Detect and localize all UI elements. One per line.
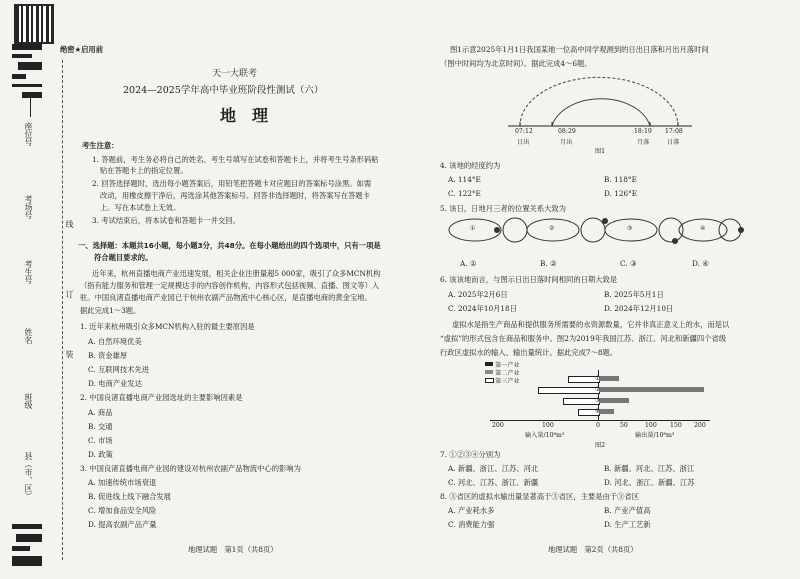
tick-left-200: 200: [492, 422, 504, 429]
q5-option-d[interactable]: D. ④: [692, 259, 709, 268]
category-label-1: ①: [595, 375, 601, 382]
tick-right-150: 150: [670, 422, 682, 429]
q1-option-a[interactable]: A. 自然环境优美: [88, 337, 142, 346]
sunset-label: 日落: [667, 139, 680, 146]
q8-option-a[interactable]: A. 产业耗水多: [448, 506, 495, 515]
q8-option-d[interactable]: D. 生产工艺新: [604, 520, 651, 529]
q6-option-d[interactable]: D. 2024年12月10日: [604, 304, 674, 313]
q3-option-c[interactable]: C. 增加食品安全风险: [88, 506, 157, 515]
q5-option-a[interactable]: A. ①: [460, 259, 477, 268]
notice-line-6: 3. 考试结束后，将本试卷和答题卡一并交回。: [92, 216, 240, 225]
exam-title: 2024—2025学年高中毕业班阶段性测试（六）: [123, 85, 324, 96]
q8-option-b[interactable]: B. 产业产值高: [604, 506, 651, 515]
sun-arc: [520, 77, 678, 126]
intro-right-line-1: 图1示意2025年1月1日我国某地一位高中同学观测到的日出日落和月出月落时间: [450, 45, 709, 54]
q2-option-c[interactable]: C. 市场: [88, 436, 113, 445]
orbit-mark-3: ③: [627, 225, 633, 232]
notice-line-5: 上。写在本试卷上无效。: [100, 203, 181, 212]
passage1-line-2: （指有能力服务和管理一定规模达手的内容创作机构，内容形式包括视频、直播、图文等）入: [80, 281, 380, 290]
moonrise-time: 08:29: [558, 128, 576, 135]
tick-left-0: 0: [596, 422, 600, 429]
q1-option-d[interactable]: D. 电商产业发达: [88, 379, 143, 388]
notice-line-2: 贴在答题卡上的指定位置。: [100, 166, 188, 175]
footer-right: 地理试题 第2页（共8页）: [548, 545, 638, 554]
secret-label: 绝密★启用前: [60, 45, 104, 54]
q2-stem: 2. 中国良渚直播电商产业园选址的主要影响因素是: [80, 393, 243, 402]
q4-option-c[interactable]: C. 122°E: [448, 189, 481, 198]
category-label-3: ③: [595, 397, 601, 404]
q1-option-b[interactable]: B. 资金雄厚: [88, 351, 128, 360]
q3-option-a[interactable]: A. 加速传统市场衰退: [88, 478, 157, 487]
q6-stem: 6. 该该地而言，与图示日出日落时间相同的日期大致是: [440, 275, 618, 284]
q5-option-c[interactable]: C. ③: [620, 259, 637, 268]
subject-title: 地 理: [220, 106, 269, 125]
footer-left: 地理试题 第1页（共8页）: [188, 545, 278, 554]
moonset-label: 月落: [637, 139, 650, 146]
q2-option-b[interactable]: B. 交通: [88, 422, 113, 431]
seat-line: [30, 95, 31, 117]
qr-code: [14, 4, 54, 44]
orbit-diagram-4: [679, 219, 744, 241]
q4-option-d[interactable]: D. 126°E: [604, 189, 638, 198]
legend-secondary: 第二产业: [495, 370, 520, 377]
binding-line: [62, 60, 63, 560]
moon-arc: [552, 99, 650, 126]
figure1-caption: 图1: [595, 148, 606, 155]
q1-option-c[interactable]: C. 互联网技术先进: [88, 365, 150, 374]
notice-title: 考生注意：: [82, 141, 119, 150]
bar-output-2: [599, 387, 704, 392]
moonrise-label: 月出: [560, 139, 573, 146]
legend-primary: 第一产业: [495, 362, 520, 369]
passage1-line-4: 据此完成1～3题。: [80, 306, 141, 315]
passage2-line-2: “虚拟”的形式包含在商品和服务中。图2为2019年我国江苏、浙江、河北和新疆四个省级: [440, 334, 727, 343]
county-label: 县（市、区）: [24, 452, 33, 500]
passage2-line-1: 虚拟水是指生产商品和提供服务所需要的水资源数量，它并非真正意义上的水，而是以: [452, 320, 730, 329]
q6-option-b[interactable]: B. 2025年5月1日: [604, 290, 664, 299]
orbit-mark-2: ②: [549, 225, 555, 232]
q5-stem: 5. 该日，日地月三者的位置关系大致为: [440, 204, 567, 213]
q1-stem: 1. 近年来杭州吸引众多MCN机构入驻的最主要原因是: [80, 322, 255, 331]
notice-line-4: 改动，用橡皮擦干净后，再选涂其他答案标号。回答非选择题时，将答案写在答题卡: [100, 191, 370, 200]
chart-x-axis: [490, 420, 710, 421]
exam-org: 天一大联考: [212, 69, 258, 79]
q3-option-b[interactable]: B. 促进线上线下融合发展: [88, 492, 171, 501]
q5-option-b[interactable]: B. ②: [540, 259, 557, 268]
q2-option-a[interactable]: A. 商品: [88, 408, 113, 417]
q6-option-a[interactable]: A. 2025年2月6日: [448, 290, 508, 299]
q8-option-c[interactable]: C. 消费能力强: [448, 520, 495, 529]
q4-option-b[interactable]: B. 118°E: [604, 175, 637, 184]
exam-no-label: 考场号: [24, 195, 33, 219]
tick-right-100: 100: [645, 422, 657, 429]
sunrise-label: 日出: [517, 139, 530, 146]
q7-option-b[interactable]: B. 新疆、河北、江苏、浙江: [604, 464, 695, 473]
tick-left-100: 100: [542, 422, 554, 429]
orbit-diagram-1: [449, 218, 527, 242]
xlabel-right: 输出量/10⁸m³: [635, 432, 675, 439]
class-label: 班级: [24, 393, 33, 409]
q7-stem: 7. ①②③④分别为: [440, 450, 501, 459]
orbit-mark-1: ①: [470, 225, 476, 232]
legend-tertiary: 第三产业: [495, 378, 520, 385]
orbit-diagram-2: [527, 218, 608, 242]
q3-option-d[interactable]: D. 提高农副产品产量: [88, 520, 157, 529]
orbit-diagram-3: [605, 218, 683, 244]
q7-option-a[interactable]: A. 新疆、浙江、江苏、河北: [448, 464, 539, 473]
sunset-time: 17:08: [665, 128, 683, 135]
intro-right-line-2: （图中时间均为北京时间）。据此完成4～6题。: [440, 59, 592, 68]
bar-output-4: [599, 409, 614, 414]
passage1-line-1: 近年来，杭州直播电商产业迅速发展，相关企业注册量超5 000家，吸引了众多MCN机构: [92, 269, 381, 278]
notice-line-1: 1. 答题前，考生务必将自己的姓名、考生号填写在试卷和答题卡上，并将考生号条形码粘: [92, 155, 379, 164]
binding-char-bind: 装: [65, 350, 74, 358]
seat-label: 座位号: [24, 122, 33, 146]
passage2-line-3: 行政区虚拟水的输入、输出量统计。据此完成7～8题。: [440, 348, 618, 357]
passage1-line-3: 驻。中国良渚直播电商产业园已于杭州农副产品物流中心核心区，是直播电商的黄金宝地。: [80, 293, 372, 302]
q7-option-d[interactable]: D. 河北、浙江、新疆、江苏: [604, 478, 695, 487]
q4-option-a[interactable]: A. 114°E: [448, 175, 481, 184]
name-label: 姓名: [24, 328, 33, 344]
category-label-4: ④: [595, 408, 601, 415]
bar-output-1: [599, 376, 619, 381]
moonset-time: 18:19: [634, 128, 652, 135]
figure2-caption: 图2: [595, 442, 606, 449]
category-label-2: ②: [595, 386, 601, 393]
section1-title-1: 一、选择题：本题共16小题，每小题3分，共48分。在每小题给出的四个选项中，只有一项是: [78, 241, 381, 250]
legend-swatch-secondary: [485, 370, 493, 374]
bar-input-2: [538, 387, 600, 394]
q8-stem: 8. ③省区的虚拟水输出量显著高于③省区，主要是由于③省区: [440, 492, 639, 501]
q4-stem: 4. 该地的经度约为: [440, 161, 501, 170]
q2-option-d[interactable]: D. 政策: [88, 450, 113, 459]
bar-output-3: [599, 398, 629, 403]
section1-title-2: 符合题目要求的。: [94, 253, 153, 262]
q3-stem: 3. 中国良渚直播电商产业园的建设对杭州农副产品物流中心的影响为: [80, 464, 301, 473]
figure2-chart: [480, 360, 720, 438]
xlabel-left: 输入量/10⁸m³: [525, 432, 565, 439]
binding-char-staple: 订: [65, 290, 74, 298]
legend-swatch-tertiary: [485, 378, 494, 383]
binding-char-line: 线: [65, 220, 74, 228]
orbit-mark-4: ④: [700, 225, 706, 232]
sunrise-time: 07:12: [515, 128, 533, 135]
candidate-no-label: 考生号: [24, 260, 33, 284]
notice-line-3: 2. 回答选择题时，选出每小题答案后，用铅笔把答题卡对应题目的答案标号涂黑。如需: [92, 179, 372, 188]
q7-option-c[interactable]: C. 河北、江苏、浙江、新疆: [448, 478, 539, 487]
tick-right-200: 200: [694, 422, 706, 429]
q6-option-c[interactable]: C. 2024年10月18日: [448, 304, 517, 313]
legend-swatch-primary: [485, 362, 493, 366]
tick-right-50: 50: [620, 422, 628, 429]
